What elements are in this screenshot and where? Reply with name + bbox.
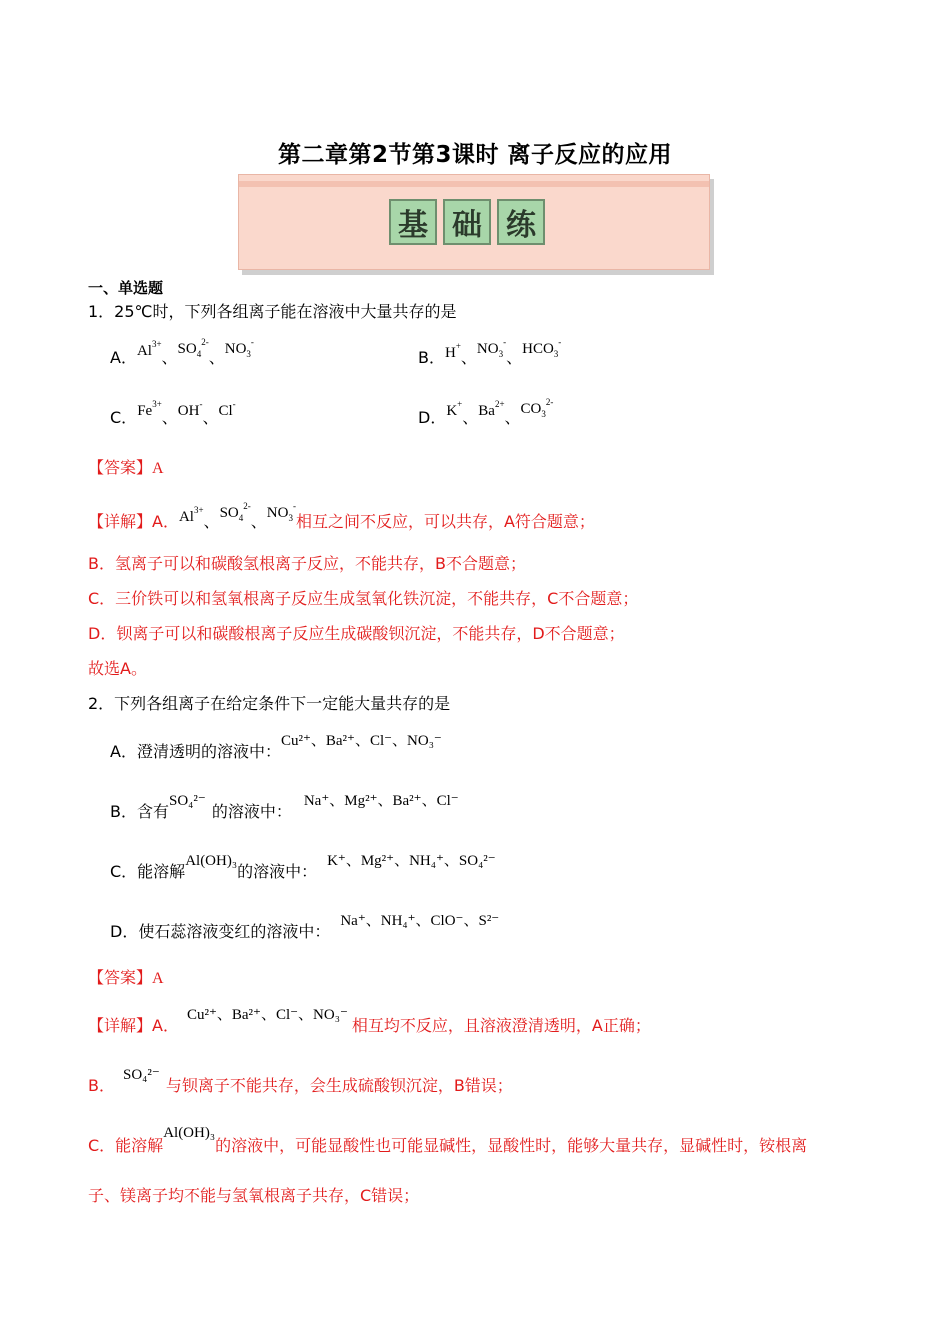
q1-d-ion1 (446, 399, 463, 419)
q2-detail-a (88, 1007, 651, 1037)
q1-d-ion2-base: Ba (478, 403, 495, 419)
q1-detail-ion1-charge: 3+ (193, 505, 204, 515)
q2-option-a-text: A．澄清透明的溶液中： (110, 742, 281, 761)
q1-b-ion2-charge: - (503, 337, 507, 347)
q1-c-ion3-base: Cl (218, 403, 233, 419)
q1-detail-a-prefix: A． (152, 512, 179, 531)
q2-option-c-post: 的溶液中： (237, 862, 318, 881)
section-heading: 一、单选题 (88, 279, 164, 297)
q1-stem: 1．25℃时，下列各组离子能在溶液中大量共存的是 (88, 302, 457, 321)
q2-answer (88, 968, 164, 989)
q1-option-d (418, 397, 554, 434)
q2-detail-c-continued: 子、镁离子均不能与氢氧根离子共存，C错误； (88, 1186, 420, 1205)
q1-c-ion2-charge: - (199, 399, 203, 409)
q1-detail-sep2: 、 (250, 512, 267, 531)
q1-detail-ion2-sub: 4 (238, 513, 244, 523)
banner-tile-2: 础 (443, 199, 491, 245)
q1-detail-sep1: 、 (203, 512, 220, 531)
q2-detail-b-ion: SO₄²⁻ (122, 1067, 160, 1083)
q1-d-sep2: 、 (504, 408, 521, 427)
q2-option-b (110, 793, 459, 823)
q2-option-b-ions: Na⁺、Mg²⁺、Ba²⁺、Cl⁻ (303, 793, 459, 809)
q2-answer-value: A (152, 970, 164, 987)
q2-detail-b-prefix: B． (88, 1076, 115, 1095)
q2-option-b-ion: SO₄²⁻ (168, 793, 206, 809)
q1-d-ion3-base: CO (520, 401, 542, 417)
q1-option-b (418, 337, 562, 374)
q1-c-sep1: 、 (161, 408, 178, 427)
q1-d-ion3-charge: 2- (545, 397, 554, 407)
q1-answer (88, 458, 164, 479)
banner-tiles (389, 199, 545, 245)
q1-option-a-label: A． (110, 348, 137, 367)
q1-b-ion3 (522, 337, 562, 359)
q1-c-sep2: 、 (202, 408, 219, 427)
q2-detail-b (88, 1067, 513, 1097)
q2-detail-c (88, 1125, 808, 1157)
q1-a-ion1-base: Al (136, 343, 152, 359)
q1-a-ion2 (177, 337, 209, 359)
q1-answer-tag: 【答案】 (88, 458, 153, 477)
q1-detail-d: D．钡离子可以和碳酸根离子反应生成碳酸钡沉淀，不能共存，D不合题意； (88, 624, 625, 643)
q2-option-b-pre: B．含有 (110, 802, 169, 821)
q2-option-c (110, 853, 496, 883)
q1-a-sep1: 、 (161, 348, 178, 367)
banner-tile-3: 练 (497, 199, 545, 245)
q1-a-ion2-sub: 4 (196, 349, 202, 359)
q1-a-ion2-base: SO (177, 341, 197, 357)
q1-c-ion3-charge: - (232, 399, 236, 409)
q1-option-a (110, 337, 254, 374)
q1-d-ion1-base: K (446, 403, 458, 419)
q2-detail-b-text: 与钡离子不能共存，会生成硫酸钡沉淀，B错误； (165, 1076, 513, 1095)
q1-d-ion1-charge: + (457, 399, 463, 409)
q1-a-ion3-base: NO (224, 341, 247, 357)
q2-detail-c-text: 的溶液中，可能显酸性也可能显碱性，显酸性时，能够大量共存，显碱性时，铵根离 (215, 1136, 808, 1155)
q2-detail-tag: 【详解】 (88, 1016, 153, 1035)
q1-detail-c: C．三价铁可以和氢氧根离子反应生成氢氧化铁沉淀，不能共存，C不合题意； (88, 589, 639, 608)
q1-b-ion2 (476, 337, 507, 359)
q1-detail-ion3 (266, 501, 296, 523)
q2-option-c-pre: C．能溶解 (110, 862, 186, 881)
q1-c-ion2-base: OH (177, 403, 200, 419)
q1-answer-value: A (152, 460, 164, 477)
q1-a-sep2: 、 (208, 348, 225, 367)
q1-a-ion3-charge: - (250, 337, 254, 347)
q2-detail-c-prefix: C．能溶解 (88, 1136, 164, 1155)
q1-c-ion1-base: Fe (137, 403, 153, 419)
q2-detail-a-text: 相互均不反应，且溶液澄清透明，A正确； (351, 1016, 651, 1035)
q1-option-c-label: C． (110, 408, 138, 427)
q1-c-ion2 (177, 399, 203, 419)
q2-option-b-post: 的溶液中： (211, 802, 292, 821)
q1-a-ion3 (224, 337, 254, 359)
q1-b-sep2: 、 (506, 348, 523, 367)
q2-option-c-ions: K⁺、Mg²⁺、NH₄⁺、SO₄²⁻ (327, 853, 496, 869)
q1-a-ion1 (136, 339, 162, 359)
q1-option-c (110, 399, 236, 429)
banner-tile-1: 基 (389, 199, 437, 245)
q1-detail-ion2-base: SO (219, 505, 239, 521)
q1-b-ion3-base: HCO (522, 341, 554, 357)
q2-option-d (110, 913, 500, 943)
q1-detail-ion1-base: Al (178, 509, 194, 525)
document-title: 第二章第2节第3课时 离子反应的应用 (277, 142, 672, 168)
q2-stem: 2．下列各组离子在给定条件下一定能大量共存的是 (88, 694, 451, 713)
q1-b-ion3-sub: 3 (553, 349, 559, 359)
q1-detail-a (88, 501, 595, 538)
q1-b-ion1-charge: + (455, 341, 461, 351)
q1-c-ion1 (137, 399, 162, 419)
q1-detail-ion2-charge: 2- (243, 501, 251, 511)
q2-answer-tag: 【答案】 (88, 968, 153, 987)
q1-b-ion1 (444, 341, 461, 361)
q1-detail-ion3-sub: 3 (288, 513, 293, 523)
q1-detail-b: B．氢离子可以和碳酸氢根离子反应，不能共存，B不合题意； (88, 554, 526, 573)
q1-d-ion2 (478, 399, 505, 419)
q2-option-d-text: D．使石蕊溶液变红的溶液中： (110, 922, 331, 941)
basic-practice-banner (238, 174, 710, 270)
q1-detail-tag: 【详解】 (88, 512, 153, 531)
q2-option-d-ions: Na⁺、NH₄⁺、ClO⁻、S²⁻ (340, 913, 500, 929)
q1-d-ion2-charge: 2+ (494, 399, 505, 409)
q2-detail-a-prefix: A． (152, 1016, 179, 1035)
q1-detail-ion3-charge: - (292, 501, 296, 511)
q1-b-ion2-base: NO (476, 341, 499, 357)
q1-option-d-label: D． (418, 408, 447, 427)
banner-stripe (239, 181, 709, 187)
q2-option-a-ions: Cu²⁺、Ba²⁺、Cl⁻、NO₃⁻ (280, 733, 442, 749)
q2-option-c-compound: Al(OH)₃ (185, 853, 238, 869)
q1-detail-ion2 (219, 501, 251, 523)
q1-b-ion3-charge: - (558, 337, 562, 347)
q1-c-ion1-charge: 3+ (152, 399, 162, 409)
q1-detail-ion1 (178, 505, 204, 525)
q1-b-sep1: 、 (460, 348, 477, 367)
q1-option-b-label: B． (418, 348, 445, 367)
q1-detail-a-text: 相互之间不反应，可以共存，A符合题意； (295, 512, 595, 531)
q1-a-ion3-sub: 3 (246, 349, 251, 359)
q1-d-ion3-sub: 3 (541, 409, 546, 419)
q1-conclusion: 故选A。 (88, 659, 147, 678)
q2-detail-c-compound: Al(OH)₃ (163, 1125, 216, 1141)
q2-option-a (110, 733, 442, 763)
q1-d-ion3 (520, 397, 554, 419)
q1-c-ion3 (218, 399, 236, 419)
q1-a-ion2-charge: 2- (201, 337, 209, 347)
q1-b-ion1-base: H (444, 345, 456, 361)
q1-d-sep1: 、 (462, 408, 479, 427)
q1-a-ion1-charge: 3+ (151, 339, 162, 349)
q1-b-ion2-sub: 3 (498, 349, 504, 359)
q1-detail-ion3-base: NO (266, 505, 289, 521)
q2-detail-a-ions: Cu²⁺、Ba²⁺、Cl⁻、NO₃⁻ (186, 1007, 348, 1023)
